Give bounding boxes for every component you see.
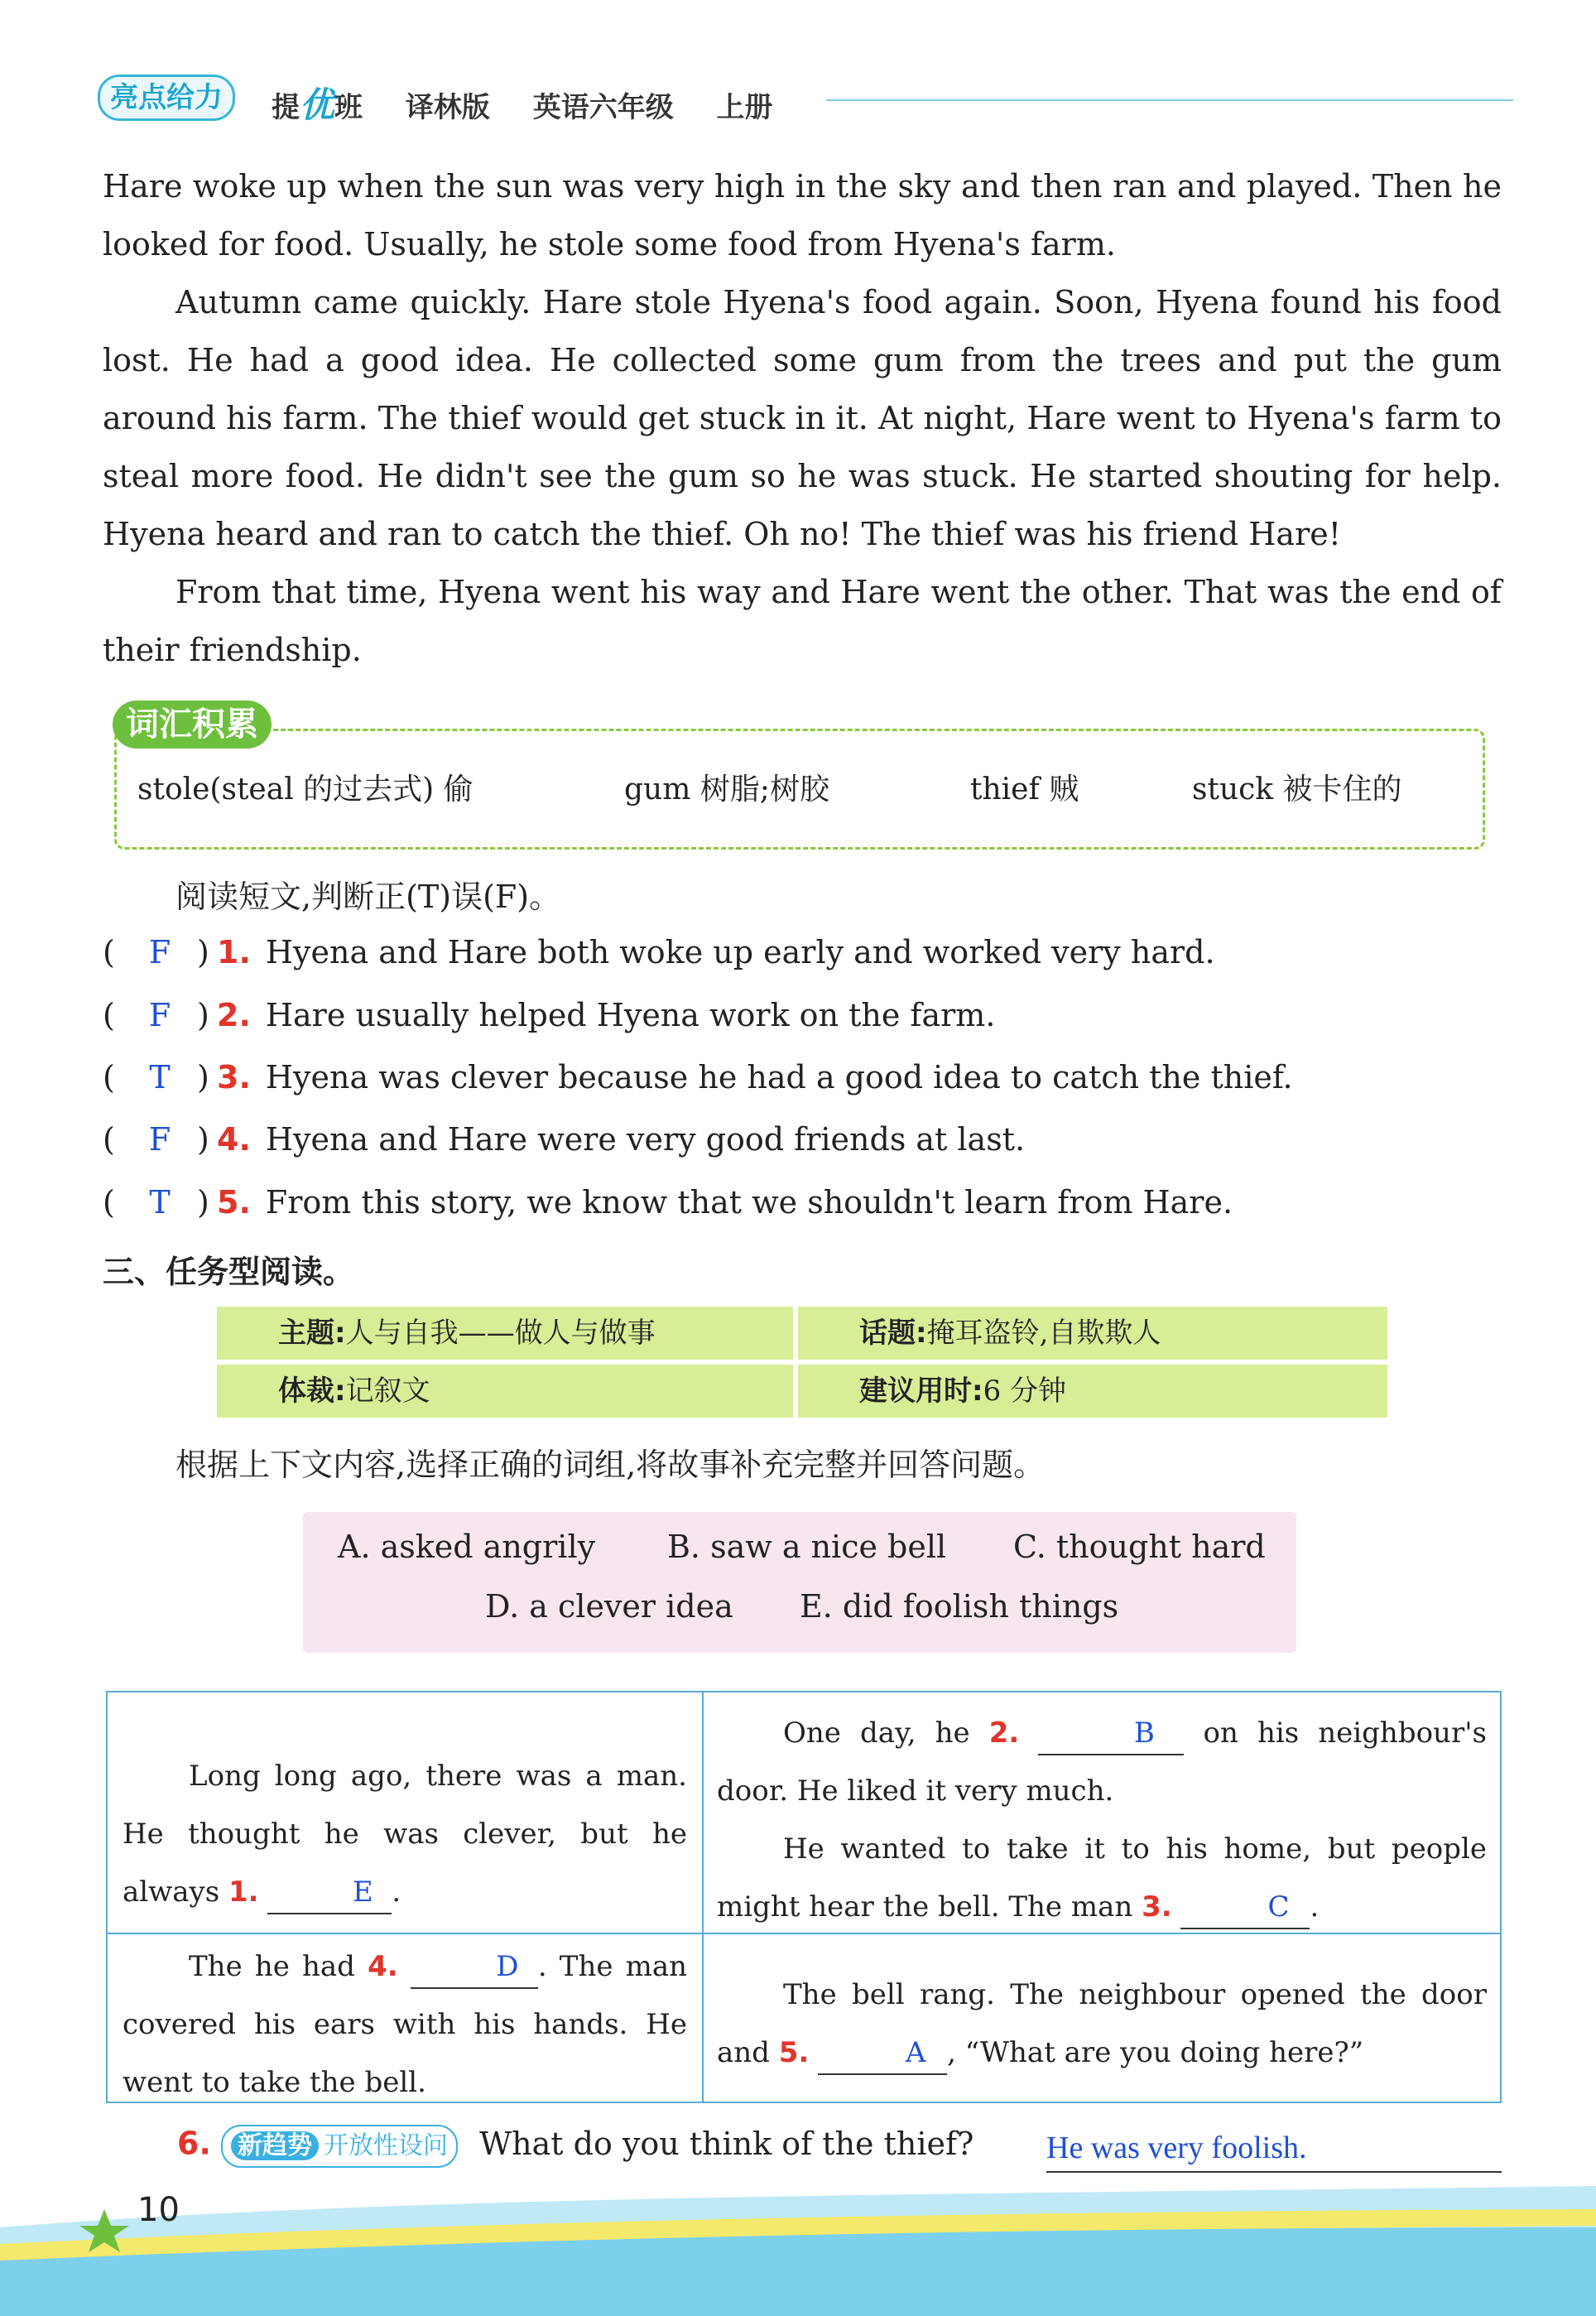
question-number: 4. [217, 1121, 251, 1158]
question-number: 6. [177, 2125, 211, 2162]
time-label: 建议用时: [859, 1375, 983, 1408]
theme-label: 主题: [278, 1317, 346, 1350]
page-header [98, 73, 1513, 123]
blank-number: 4. [368, 1950, 398, 1983]
time-cell [798, 1365, 1387, 1418]
option-a: A. asked angrily [338, 1529, 596, 1565]
story-text: . The man covered his ears with his hands. He went to take the bell. [123, 1950, 688, 2099]
story-text: The bell rang. The neighbour opened the door and [717, 1978, 1487, 2069]
blank-answer[interactable]: E [267, 1871, 392, 1914]
subject: 英语六年级 [532, 91, 674, 124]
blank-number: 2. [988, 1717, 1020, 1750]
question-6 [177, 2125, 1502, 2183]
tf-question: ( T ) 5. From this story, we know that we shouldn't learn from Hare. [103, 1184, 1233, 1221]
footer-wave [0, 2186, 1596, 2316]
option-d: D. a clever idea [485, 1588, 733, 1625]
question-text: Hare usually helped Hyena work on the farm. [265, 997, 996, 1033]
edition: 译林版 [405, 91, 490, 124]
tf-answer[interactable]: F [148, 934, 171, 970]
genre-label: 体裁: [278, 1375, 346, 1408]
option-b: B. saw a nice bell [667, 1529, 947, 1565]
topic-cell [798, 1307, 1387, 1360]
task-instruction: 根据上下文内容,选择正确的词组,将故事补充完整并回答问题。 [175, 1447, 1046, 1483]
vocab-item: stole(steal 的过去式) 偷 [137, 773, 474, 807]
theme-value: 人与自我——做人与做事 [345, 1317, 656, 1350]
series-highlight: 优 [300, 84, 335, 125]
vocab-item: gum 树脂;树胶 [624, 773, 829, 807]
topic-label: 话题: [859, 1317, 927, 1350]
blank-number: 3. [1142, 1890, 1172, 1924]
story-table [106, 1691, 1502, 2103]
question-text: Hyena and Hare were very good friends at last. [265, 1121, 1026, 1158]
book-info [272, 78, 806, 128]
genre-value: 记叙文 [345, 1375, 430, 1408]
story-text: . [1310, 1890, 1320, 1924]
section-title: 三、任务型阅读。 [103, 1254, 355, 1290]
passage-paragraph-2: Autumn came quickly. Hare stole Hyena's food again. Soon, Hyena found his food lost. He had a good idea. He collected some gum from the trees and put the gum around his farm. The thief would get stuck in it. At night, Hare went to Hyena's farm to steal more food. He didn't see the gum so he was stuck. He started shouting for help. Hyena heard and ran to catch the thief. Oh no! The thief was his friend Hare! [103, 284, 1502, 552]
question-text: From this story, we know that we shouldn't learn from Hare. [265, 1184, 1233, 1221]
story-cell-3 [123, 1938, 687, 2111]
answer-line[interactable]: He was very foolish. [1046, 2125, 1502, 2173]
volume: 上册 [716, 91, 773, 124]
vocab-title: 词汇积累 [113, 701, 272, 749]
tf-instruction: 阅读短文,判断正(T)误(F)。 [175, 879, 561, 915]
story-text: Long long ago, there was a man. He thought he was clever, but he always [123, 1760, 687, 1909]
blank-number: 1. [228, 1875, 259, 1909]
vocab-item: stuck 被卡住的 [1192, 773, 1402, 807]
story-cell-1 [123, 1747, 687, 1921]
story-text: He wanted to take it to his home, but people might hear the bell. The man [717, 1832, 1487, 1924]
tf-answer[interactable]: F [148, 997, 171, 1033]
question-text: What do you think of the thief? [479, 2125, 974, 2162]
tf-question: ( F ) 4. Hyena and Hare were very good friends at last. [103, 1121, 1026, 1158]
theme-cell [217, 1307, 793, 1360]
tf-answer[interactable]: F [148, 1121, 171, 1158]
question-text: Hyena and Hare both woke up early and worked very hard. [265, 934, 1215, 970]
info-table [217, 1307, 1387, 1423]
blank-answer[interactable]: B [1038, 1712, 1184, 1755]
blank-number: 5. [778, 2036, 810, 2069]
blank-answer[interactable]: D [411, 1946, 538, 1989]
vocab-item: thief 贼 [970, 773, 1079, 807]
page-number: 10 [137, 2191, 180, 2229]
option-c: C. thought hard [1013, 1529, 1266, 1565]
question-text: Hyena was clever because he had a good idea to catch the thief. [265, 1059, 1293, 1095]
story-text: One day, he [783, 1717, 970, 1750]
topic-value: 掩耳盗铃,自欺欺人 [926, 1317, 1161, 1350]
series-prefix: 提 [272, 91, 300, 124]
question-number: 1. [217, 934, 251, 970]
new-trend-badge [221, 2125, 458, 2168]
story-text: on his neighbour's door. He liked it very much. [717, 1717, 1488, 1808]
tf-question: ( T ) 3. Hyena was clever because he had a good idea to catch the thief. [103, 1059, 1293, 1095]
blank-answer[interactable]: A [818, 2032, 947, 2075]
passage-paragraph-3: From that time, Hyena went his way and Hare went the other. That was the end of their friendship. [103, 574, 1502, 668]
series-suffix: 班 [334, 91, 363, 124]
badge-sublabel: 开放性设问 [323, 2131, 448, 2160]
story-text: The he had [189, 1950, 355, 1983]
option-e: E. did foolish things [800, 1588, 1119, 1625]
tf-answer[interactable]: T [149, 1059, 171, 1095]
tf-question: ( F ) 1. Hyena and Hare both woke up early and worked very hard. [103, 934, 1215, 970]
tf-answer[interactable]: T [149, 1184, 171, 1221]
tf-question: ( F ) 2. Hare usually helped Hyena work on the farm. [103, 997, 996, 1033]
genre-cell [217, 1365, 793, 1418]
story-text: , “What are you doing here?” [947, 2036, 1364, 2069]
story-cell-2 [717, 1704, 1487, 1936]
badge-label: 新趋势 [231, 2131, 319, 2160]
story-cell-4 [717, 1966, 1487, 2082]
brand-logo: 亮点给力 [98, 75, 235, 121]
reading-passage [103, 157, 1502, 679]
series-name [272, 84, 363, 125]
question-number: 2. [217, 997, 251, 1033]
blank-answer[interactable]: C [1180, 1886, 1310, 1929]
passage-paragraph-1: Hare woke up when the sun was very high in the sky and then ran and played. Then he looked for food. Usually, he stole some food from Hyena's farm. [103, 168, 1502, 262]
header-rule [826, 99, 1513, 101]
story-text: . [392, 1875, 401, 1909]
grid-divider-vertical [702, 1692, 704, 2102]
time-value: 6 分钟 [983, 1375, 1067, 1408]
question-number: 3. [217, 1059, 251, 1095]
question-number: 5. [217, 1184, 251, 1221]
